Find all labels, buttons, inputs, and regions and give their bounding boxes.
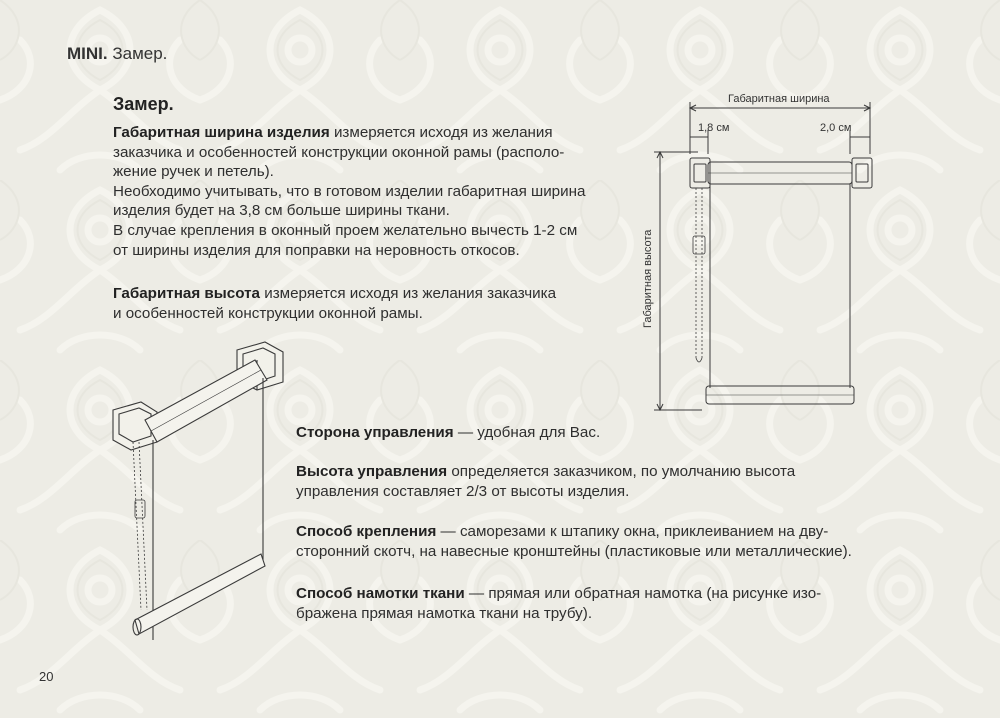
control-height-line: управления составляет 2/3 от высоты изделия. <box>296 482 630 500</box>
left-bracket-icon <box>690 158 710 188</box>
overall-height-paragraph <box>113 284 623 323</box>
winding-text: — прямая или обратная намотка (на рисунке изо- <box>464 585 822 602</box>
overall-width-line: жение ручек и петель). <box>113 163 274 181</box>
control-height-term: Высота управления <box>296 463 448 480</box>
right-bracket-icon <box>852 158 872 188</box>
winding-line: бражена прямая намотка ткани на трубу). <box>296 604 593 622</box>
overall-width-text: измеряется исходя из желания <box>329 124 553 141</box>
control-chain <box>693 188 705 362</box>
page-header <box>67 44 167 64</box>
overall-height-text: измеряется исходя из желания заказчика <box>259 285 557 302</box>
mounting-term: Способ крепления <box>296 523 437 540</box>
right-offset-label: 2,0 см <box>820 122 852 134</box>
overall-width-line: Необходимо учитывать, что в готовом изделии габаритная ширина <box>113 182 586 200</box>
winding-term: Способ намотки ткани <box>296 585 465 602</box>
brand-name: MINI. <box>67 44 108 63</box>
page-number: 20 <box>39 669 54 684</box>
control-height-paragraph <box>296 462 888 501</box>
control-side-paragraph <box>296 423 896 443</box>
section-title: Замер. <box>113 94 174 114</box>
control-chain <box>133 442 147 610</box>
overall-width-paragraph <box>113 123 623 260</box>
overall-width-line: от ширины изделия для поправки на неровность откосов. <box>113 241 520 259</box>
overall-height-line: и особенностей конструкции оконной рамы. <box>113 304 423 322</box>
overall-width-line: изделия будет на 3,8 см больше ширины ткани. <box>113 202 450 220</box>
overall-width-line: заказчика и особенностей конструкции оконной рамы (располо- <box>113 143 565 161</box>
control-side-text: — удобная для Вас. <box>453 424 601 441</box>
header-title: Замер. <box>112 44 168 63</box>
front-view-dimension-diagram <box>630 88 890 418</box>
left-offset-label: 1,8 см <box>698 122 730 134</box>
overall-width-line: В случае крепления в оконный проем желательно вычесть 1-2 см <box>113 221 578 239</box>
overall-height-term: Габаритная высота <box>113 285 260 302</box>
mounting-paragraph <box>296 522 888 561</box>
mounting-text: — саморезами к штапику окна, приклеиванием на дву- <box>436 523 829 540</box>
control-side-term: Сторона управления <box>296 424 454 441</box>
perspective-blind-illustration <box>105 330 285 650</box>
roller-tube <box>145 360 267 442</box>
control-height-text: определяется заказчиком, по умолчанию высота <box>447 463 796 480</box>
overall-height-label: Габаритная высота <box>642 229 654 328</box>
mounting-line: сторонний скотч, на навесные кронштейны (пластиковые или металлические). <box>296 542 852 560</box>
overall-width-term: Габаритная ширина изделия <box>113 124 330 141</box>
bottom-bar <box>135 554 265 634</box>
overall-width-label: Габаритная ширина <box>728 93 830 105</box>
winding-paragraph <box>296 584 888 623</box>
